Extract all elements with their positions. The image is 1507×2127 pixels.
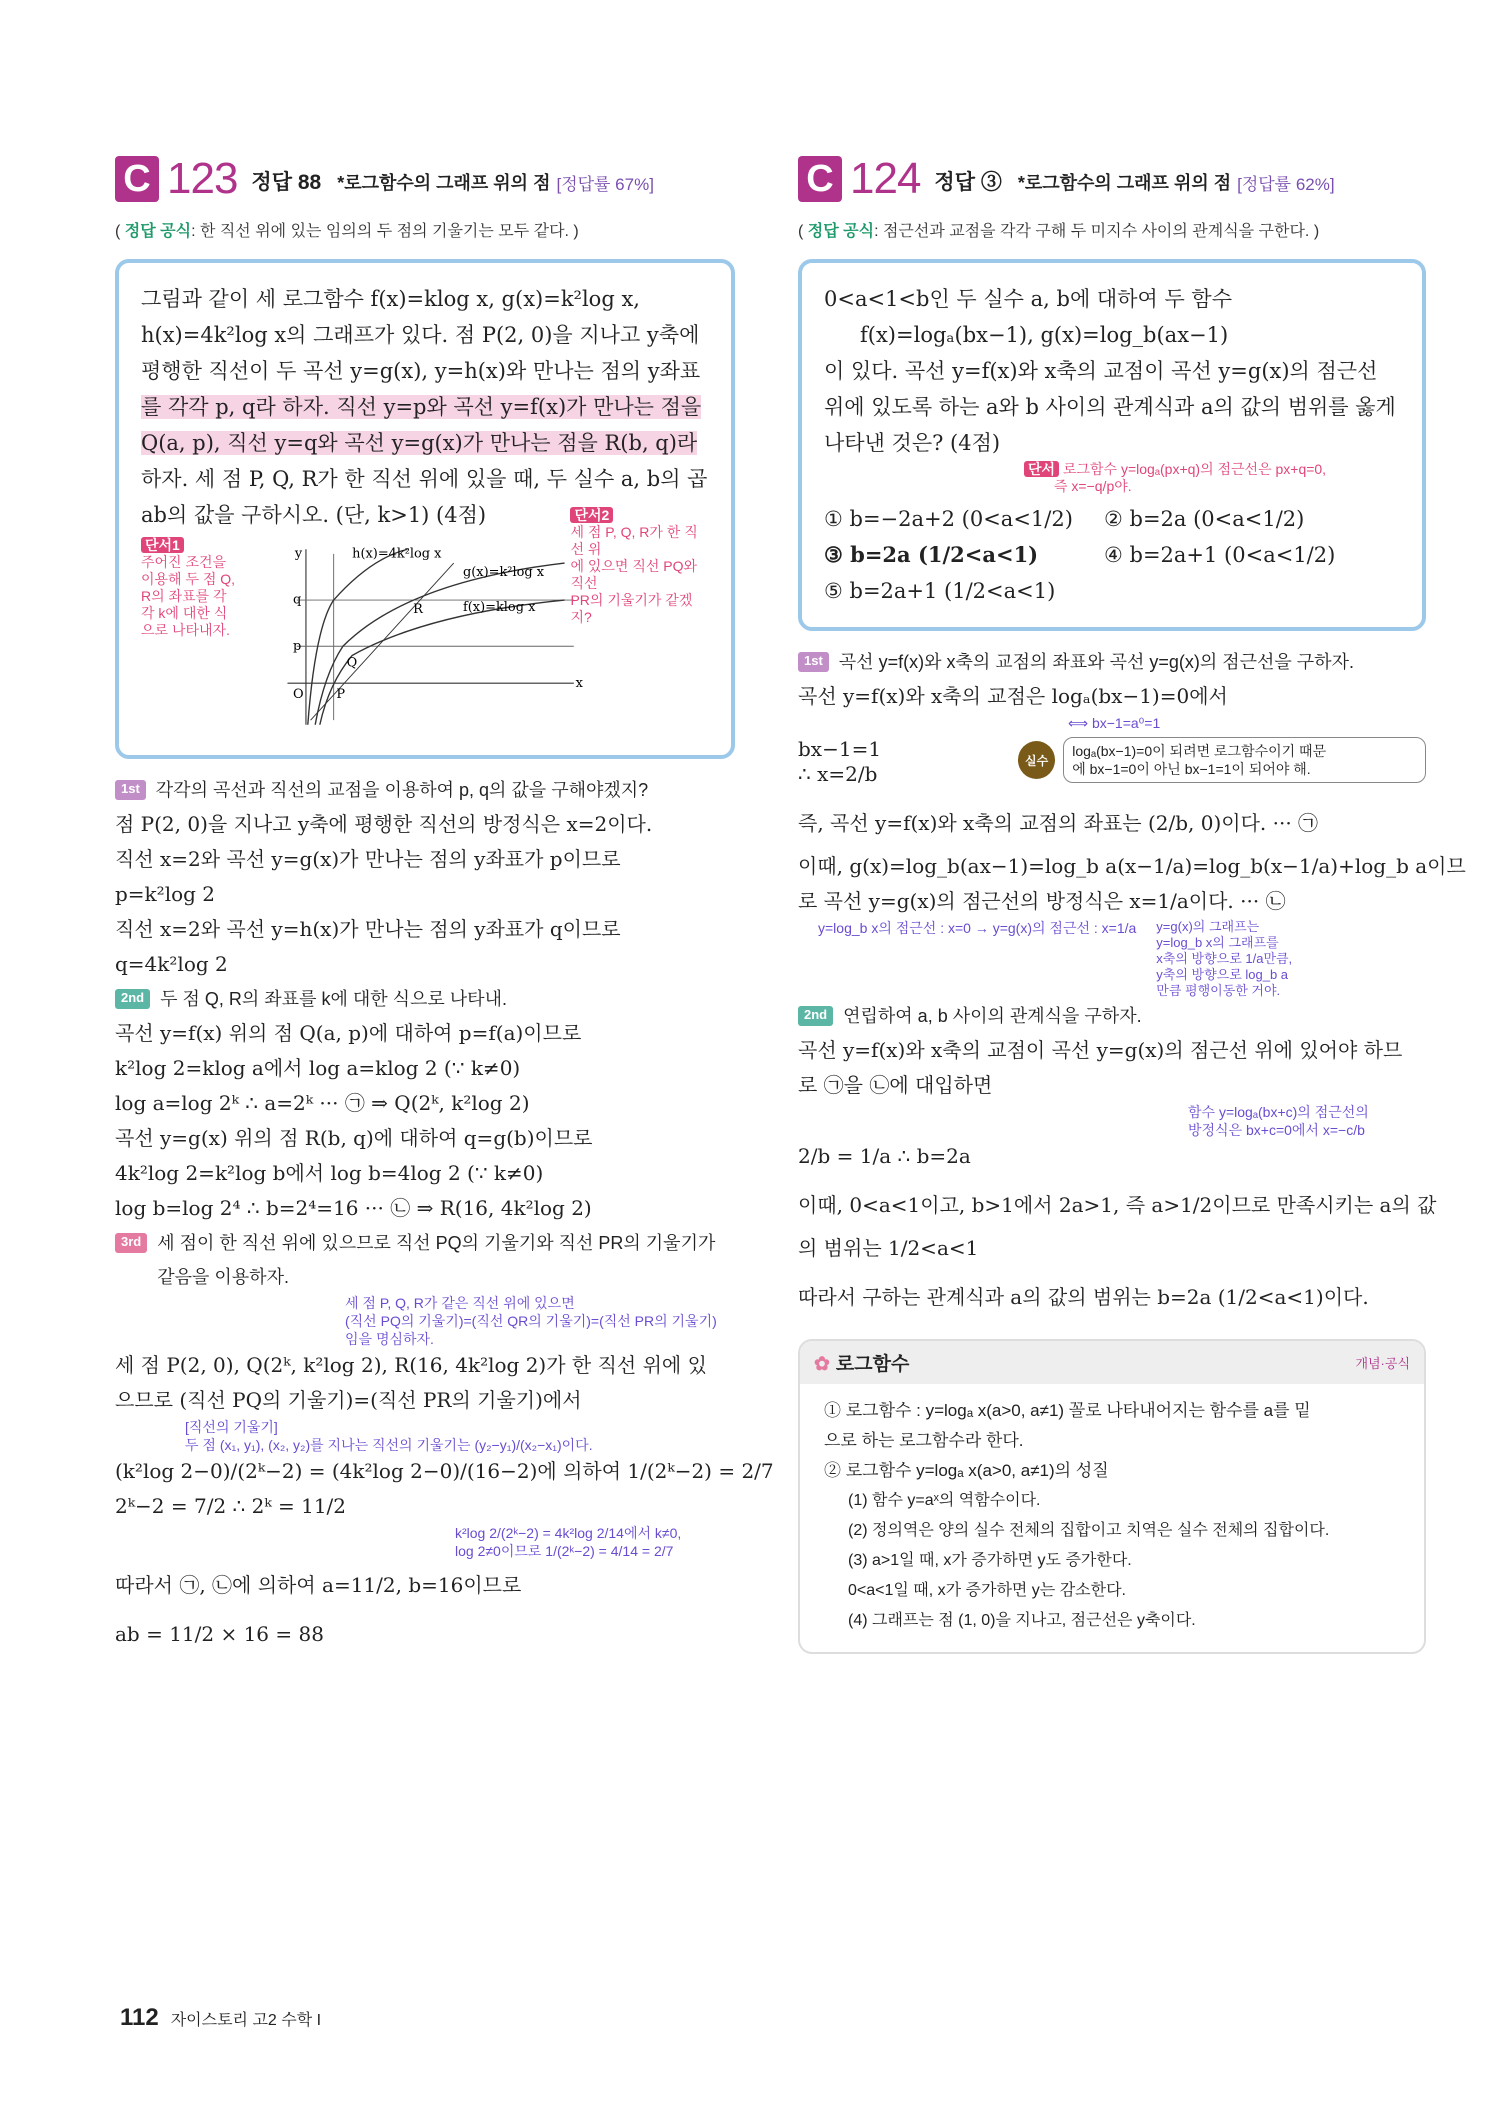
- svg-text:x: x: [575, 675, 584, 691]
- choice-5[interactable]: ⑤ b=2a+1 (1/2<a<1): [824, 579, 1056, 603]
- difficulty-badge: C: [115, 156, 159, 202]
- question-number: 124: [850, 154, 921, 203]
- page-number: 112: [120, 2004, 159, 2031]
- problem-text: 0<a<1<b인 두 실수 a, b에 대하여 두 함수 f(x)=logₐ(bx−1), g(x)=log_b(ax−1) 이 있다. 곡선 y=f(x)와 x축의 교점이 곡선 y=g(x)의 점근선 위에 있도록 하는 a와 b 사이의 관계식과 a의 값의 범위를 옳게 나타낸 것은? (4점): [824, 287, 1396, 455]
- asymptote-formula-note: 함수 y=logₐ(bx+c)의 점근선의 방정식은 bx+c=0에서 x=−c/b: [1188, 1104, 1369, 1138]
- solution: 1st 곡선 y=f(x)와 x축의 교점의 좌표와 곡선 y=g(x)의 점근선을 구하자. 곡선 y=f(x)와 x축의 교점은 logₐ(bx−1)=0에서 ⟺ bx−1=a⁰=1 bx−1=1 실수 logₐ(bx−1)=0이 되려면 로그함수이기 때문 에 bx−1=0이 아닌 bx−1=1이 되어야 해. ∴ x=2/b 즉, 곡선 y=f(x)와 x축의 교점의 좌표는 (2/b, 0)이다. ··· ㉠ 이때, g(x)=log_b(ax−1)=log_b a(x−1/a)=log_b(x−1/a)+log_b a이므 로 곡선 y=g(x)의 점근선의 방정식은 x=1/a이다. ··· ㉡ y=log_b x의 점근선 : x=0 → y=g(x)의 점근선 : x=1/a y=g(x)의 그래프는 y=log_b x의 그래프를 x축의 방향으로 1/a만큼, y축의 방향으로 log_b a 만큼 평행이동한 거야. 2nd 연립하여 a, b 사이의 관계식을 구하자. 곡선 y=f(x)와 x축의 교점이 곡선 y=g(x)의 점근선 위에 있어야 하므 로 ㉠을 ㉡에 대입하면 함수 y=logₐ(bx+c)의 점근선의 방정식은 bx+c=0에서 x=−c/b 2/b = 1/a ∴ b=2a 이때, 0<a<1이고, b>1에서 2a>1, 즉 a>1/2이므로 만족시키는 a의 값 의 범위는 1/2<a<1 따라서 구하는 관계식과 a의 값의 범위는 b=2a (1/2<a<1)이다.: [798, 645, 1426, 1315]
- question-header: [115, 150, 735, 202]
- correct-rate: [정답률 67%]: [556, 175, 654, 194]
- h-label: h(x)=4k²log x: [352, 546, 442, 562]
- concept-title: ✿ 로그함수: [814, 1354, 910, 1375]
- topic: *로그함수의 그래프 위의 점: [1017, 173, 1232, 193]
- mistake-icon: 실수: [1018, 741, 1055, 779]
- book-title: 자이스토리 고2 수학 I: [170, 2012, 322, 2029]
- step-3: 3rd 세 점이 한 직선 위에 있으므로 직선 PQ의 기울기와 직선 PR의 기울기가 같음을 이용하자.: [115, 1226, 735, 1294]
- f-label: f(x)=klog x: [463, 600, 536, 616]
- slope-note: [직선의 기울기] 두 점 (x₁, y₁), (x₂, y₂)를 지나는 직선의 기울기는 (y₂−y₁)/(x₂−x₁)이다.: [185, 1419, 593, 1453]
- concept-label: 개념·공식: [1355, 1356, 1410, 1371]
- solution: 1st 각각의 곡선과 직선의 교점을 이용하여 p, q의 값을 구해야겠지? 점 P(2, 0)을 지나고 y축에 평행한 직선의 방정식은 x=2이다. 직선 x=2와 곡선 y=g(x)가 만나는 점의 y좌표가 p이므로 p=k²log 2 직선 x=2와 곡선 y=h(x)가 만나는 점의 y좌표가 q이므로 q=4k²log 2 2nd 두 점 Q, R의 좌표를 k에 대한 식으로 나타내. 곡선 y=f(x) 위의 점 Q(a, p)에 대하여 p=f(a)이므로 k²log 2=klog a에서 log a=klog 2 (∵ k≠0) log a=log 2ᵏ ∴ a=2ᵏ ··· ㉠ ⇒ Q(2ᵏ, k²log 2) 곡선 y=g(x) 위의 점 R(b, q)에 대하여 q=g(b)이므로 4k²log 2=k²log b에서 log b=4log 2 (∵ k≠0) log b=log 2⁴ ∴ b=2⁴=16 ··· ㉡ ⇒ R(16, 4k²log 2) 3rd 세 점이 한 직선 위에 있으므로 직선 PQ의 기울기와 직선 PR의 기울기가 같음을 이용하자. 세 점 P, Q, R가 같은 직선 위에 있으면 (직선 PQ의 기울기)=(직선 QR의 기울기)=(직선 PR의 기울기) 임을 명심하자. 세 점 P(2, 0), Q(2ᵏ, k²log 2), R(16, 4k²log 2)가 한 직선 위에 있 으므로 (직선 PQ의 기울기)=(직선 PR의 기울기)에서 [직선의 기울기] 두 점 (x₁, y₁), (x₂, y₂)를 지나는 직선의 기울기는 (y₂−y₁)/(x₂−x₁)이다. (k²log 2−0)/(2ᵏ−2) = (4k²log 2−0)/(16−2)에 의하여 1/(2ᵏ−2) = 2/7 2ᵏ−2 = 7/2 ∴ 2ᵏ = 11/2 k²log 2/(2ᵏ−2) = 4k²log 2/14에서 k≠0, log 2≠0이므로 1/(2ᵏ−2) = 4/14 = 2/7 따라서 ㉠, ㉡에 의하여 a=11/2, b=16이므로 ab = 11/2 × 16 = 88: [115, 773, 735, 1652]
- hint: 단서 로그함수 y=logₐ(px+q)의 점근선은 px+q=0, 즉 x=−q/p야.: [1024, 461, 1400, 495]
- answer-formula: ( 정답 공식: 점근선과 교점을 각각 구해 두 미지수 사이의 관계식을 구한다. ): [798, 223, 1320, 240]
- choice-2[interactable]: ② b=2a (0<a<1/2): [1104, 507, 1305, 531]
- problem-box: [115, 259, 735, 759]
- topic: *로그함수의 그래프 위의 점: [337, 173, 551, 193]
- note-4: k²log 2/(2ᵏ−2) = 4k²log 2/14에서 k≠0, log 2≠0이므로 1/(2ᵏ−2) = 4/14 = 2/7: [455, 1525, 682, 1559]
- choice-4[interactable]: ④ b=2a+1 (0<a<1/2): [1104, 543, 1336, 567]
- difficulty-badge: C: [798, 156, 842, 202]
- translation-note: y=g(x)의 그래프는 y=log_b x의 그래프를 x축의 방향으로 1/a만큼, y축의 방향으로 log_b a 만큼 평행이동한 거야.: [1156, 919, 1293, 998]
- answer: 정답 88: [251, 171, 322, 194]
- asymptote-note: y=log_b x의 점근선 : x=0 → y=g(x)의 점근선 : x=1/a: [818, 920, 1137, 936]
- answer-formula: ( 정답 공식: 한 직선 위에 있는 임의의 두 점의 기울기는 모두 같다. ): [115, 223, 579, 240]
- choices: [824, 501, 1400, 609]
- question-number: 123: [167, 154, 238, 203]
- svg-text:Q: Q: [346, 655, 358, 671]
- step-1: 1st 곡선 y=f(x)와 x축의 교점의 좌표와 곡선 y=g(x)의 점근선을 구하자.: [798, 645, 1426, 679]
- step-2: 2nd 두 점 Q, R의 좌표를 k에 대한 식으로 나타내.: [115, 982, 735, 1016]
- svg-text:P: P: [336, 686, 346, 702]
- hint-1: 단서1 주어진 조건을 이용해 두 점 Q, R의 좌표를 각 각 k에 대한 식 으로 나타내자.: [141, 537, 236, 638]
- flower-icon: ✿: [814, 1354, 830, 1375]
- choice-1[interactable]: ① b=−2a+2 (0<a<1/2): [824, 507, 1073, 531]
- page-footer: [120, 2004, 321, 2032]
- svg-text:p: p: [293, 638, 302, 654]
- svg-text:R: R: [413, 601, 423, 617]
- g-label: g(x)=k²log x: [463, 565, 545, 581]
- problem-124: [798, 150, 1466, 1654]
- mistake-note: 실수 logₐ(bx−1)=0이 되려면 로그함수이기 때문 에 bx−1=0이 아닌 bx−1=1이 되어야 해.: [1018, 737, 1426, 783]
- problem-text: 그림과 같이 세 로그함수 f(x)=klog x, g(x)=k²log x, h(x)=4k²log x의 그래프가 있다. 점 P(2, 0)을 지나고 y축에 평행한 직선이 두 곡선 y=g(x), y=h(x)와 만나는 점의 y좌표 를 각각 p, q라 하자. 직선 y=p와 곡선 y=f(x)가 만나는 점을 Q(a, p), 직선 y=q와 곡선 y=g(x)가 만나는 점을 R(b, q)라 하자. 세 점 P, Q, R가 한 직선 위에 있을 때, 두 실수 a, b의 곱 ab의 값을 구하시오. (단, k>1) (4점): [141, 287, 708, 527]
- step-2: 2nd 연립하여 a, b 사이의 관계식을 구하자.: [798, 999, 1426, 1033]
- note-3: 세 점 P, Q, R가 같은 직선 위에 있으면 (직선 PQ의 기울기)=(직선 QR의 기울기)=(직선 PR의 기울기) 임을 명심하자.: [345, 1295, 717, 1347]
- correct-rate: [정답률 62%]: [1237, 175, 1335, 194]
- concept-box: ✿ 로그함수 개념·공식 ① 로그함수 : y=logₐ x(a>0, a≠1) 꼴로 나타내어지는 함수를 a를 밑 으로 하는 로그함수라 한다. ② 로그함수 y=logₐ x(a>0, a≠1)의 성질 (1) 함수 y=aˣ의 역함수이다. (2) 정의역은 양의 실수 전체의 집합이고 치역은 실수 전체의 집합이다. (3) a>1일 때, x가 증가하면 y도 증가한다. 0<a<1일 때, x가 증가하면 y는 감소한다. (4) 그래프는 점 (1, 0)을 지나고, 점근선은 y축이다.: [798, 1339, 1426, 1654]
- problem-box: [798, 259, 1426, 631]
- problem-123: [115, 150, 774, 1652]
- question-header: [798, 150, 1426, 202]
- answer: 정답 ③: [934, 171, 1002, 194]
- choice-3[interactable]: ③ b=2a (1/2<a<1): [824, 542, 1039, 567]
- svg-text:O: O: [293, 686, 304, 702]
- step-1: 1st 각각의 곡선과 직선의 교점을 이용하여 p, q의 값을 구해야겠지?: [115, 773, 735, 807]
- svg-text:q: q: [293, 592, 302, 608]
- svg-text:y: y: [294, 546, 303, 562]
- hint-2: 단서2 세 점 P, Q, R가 한 직선 위 에 있으면 직선 PQ와 직선 PR의 기울기가 같겠지?: [570, 507, 698, 625]
